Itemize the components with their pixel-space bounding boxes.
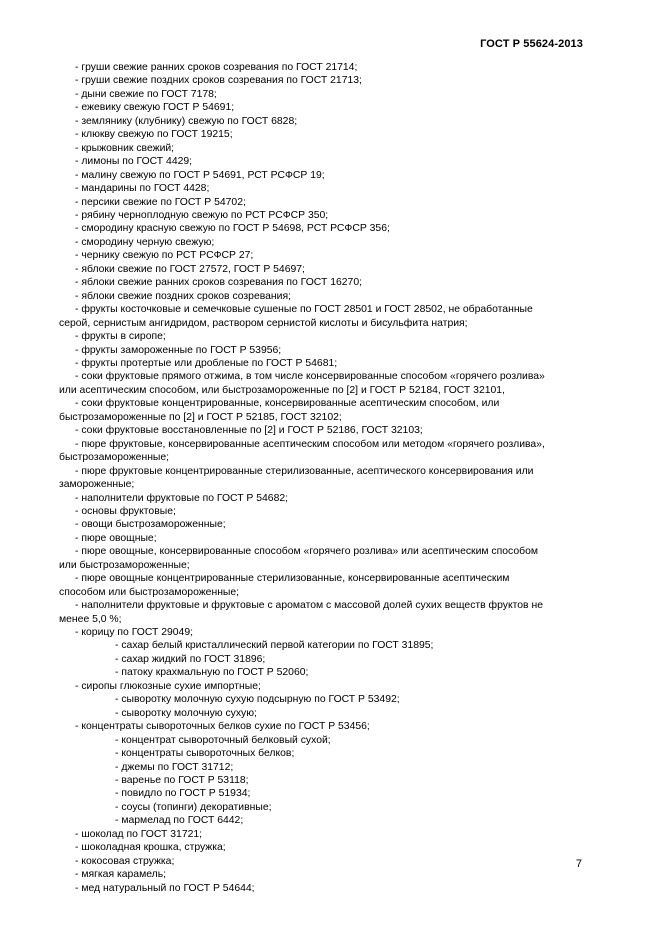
list-line: - мандарины по ГОСТ 4428; xyxy=(75,183,210,195)
list-line: замороженные; xyxy=(59,479,135,491)
list-line: - смородину черную свежую; xyxy=(75,236,215,248)
list-line: - пюре фруктовые концентрированные стерилизованные, асептического консервирования или xyxy=(75,465,534,477)
list-line: - смородину красную свежую по ГОСТ Р 54698, РСТ РСФСР 356; xyxy=(75,223,390,235)
list-line: - пюре фруктовые, консервированные асептическим способом или методом «горячего розлива», xyxy=(75,438,545,450)
list-line: - дыни свежие по ГОСТ 7178; xyxy=(75,88,217,100)
list-line: - сыворотку молочную сухую; xyxy=(115,707,257,719)
list-line: - корицу по ГОСТ 29049; xyxy=(75,627,193,639)
list-line: - фрукты протертые или дробленые по ГОСТ Р 54681; xyxy=(75,357,338,369)
list-line: - джемы по ГОСТ 31712; xyxy=(115,761,234,773)
page-number: 7 xyxy=(575,858,582,870)
list-line: - концентраты сывороточных белков сухие по ГОСТ Р 53456; xyxy=(75,721,370,733)
list-line: быстрозамороженные по [2] и ГОСТ Р 52185, ГОСТ 32102; xyxy=(59,411,342,423)
list-line: или асептическим способом, или быстрозамороженные по [2] и ГОСТ Р 52184, ГОСТ 32101, xyxy=(59,384,505,396)
list-line: - ежевику свежую ГОСТ Р 54691; xyxy=(75,102,235,114)
list-line: - соки фруктовые концентрированные, консервированные асептическим способом, или xyxy=(75,398,500,410)
list-line: - овощи быстрозамороженные; xyxy=(75,519,226,531)
list-line: - кокосовая стружка; xyxy=(75,855,175,867)
list-line: - шоколад по ГОСТ 31721; xyxy=(75,828,203,840)
list-line: - крыжовник свежий; xyxy=(75,142,175,154)
list-line: - яблоки свежие по ГОСТ 27572, ГОСТ Р 54697; xyxy=(75,263,305,275)
ingredient-list xyxy=(59,61,583,895)
list-line: - персики свежие по ГОСТ Р 54702; xyxy=(75,196,246,208)
list-line: способом или быстрозамороженные; xyxy=(59,586,240,598)
list-line: - фрукты в сиропе; xyxy=(75,331,166,343)
list-line: - наполнители фруктовые по ГОСТ Р 54682; xyxy=(75,492,289,504)
list-line: - соки фруктовые прямого отжима, в том числе консервированные способом «горячего розлива» xyxy=(75,371,545,383)
list-line: - варенье по ГОСТ Р 53118; xyxy=(115,775,249,787)
list-line: - сахар белый кристаллический первой категории по ГОСТ 31895; xyxy=(115,640,434,652)
list-line: или быстрозамороженные; xyxy=(59,559,190,571)
list-line: - соусы (топинги) декоративные; xyxy=(115,801,272,813)
list-line: - шоколадная крошка, стружка; xyxy=(75,842,226,854)
list-line: - фрукты замороженные по ГОСТ Р 53956; xyxy=(75,344,282,356)
list-line: - патоку крахмальную по ГОСТ Р 52060; xyxy=(115,667,309,679)
list-line: - яблоки свежие ранних сроков созревания по ГОСТ 16270; xyxy=(75,277,362,289)
list-line: - землянику (клубнику) свежую по ГОСТ 6828; xyxy=(75,115,298,127)
list-line: - пюре овощные; xyxy=(75,532,157,544)
list-line: - рябину черноплодную свежую по РСТ РСФСР 350; xyxy=(75,209,329,221)
list-line: - клюкву свежую по ГОСТ 19215; xyxy=(75,129,233,141)
list-line: - сиропы глюкозные сухие импортные; xyxy=(75,680,261,692)
list-line: быстрозамороженные; xyxy=(59,452,170,464)
list-line: - концентраты сывороточных белков; xyxy=(115,748,295,760)
list-line: - лимоны по ГОСТ 4429; xyxy=(75,156,193,168)
list-line: - чернику свежую по РСТ РСФСР 27; xyxy=(75,250,254,262)
list-line: менее 5,0 %; xyxy=(59,613,122,625)
document-id-header: ГОСТ Р 55624-2013 xyxy=(480,38,583,50)
list-line: - соки фруктовые восстановленные по [2] и ГОСТ Р 52186, ГОСТ 32103; xyxy=(75,425,423,437)
list-line: - концентрат сывороточный белковый сухой; xyxy=(115,734,331,746)
list-line: - мед натуральный по ГОСТ Р 54644; xyxy=(75,882,255,894)
list-line: - яблоки свежие поздних сроков созревания; xyxy=(75,290,291,302)
list-line: - наполнители фруктовые и фруктовые с ароматом с массовой долей сухих веществ фруктов не xyxy=(75,600,543,612)
list-line: - фрукты косточковые и семечковые сушеные по ГОСТ 28501 и ГОСТ 28502, не обработанные xyxy=(75,304,533,316)
list-line: - сыворотку молочную сухую подсырную по ГОСТ Р 53492; xyxy=(115,694,400,706)
list-line: - мягкая карамель; xyxy=(75,869,167,881)
list-line: - груши свежие поздних сроков созревания по ГОСТ 21713; xyxy=(75,75,362,87)
list-line: - основы фруктовые; xyxy=(75,505,176,517)
list-line: серой, сернистым ангидридом, раствором сернистой кислоты и бисульфита натрия; xyxy=(59,317,468,329)
list-line: - сахар жидкий по ГОСТ 31896; xyxy=(115,653,266,665)
list-line: - груши свежие ранних сроков созревания по ГОСТ 21714; xyxy=(75,62,358,73)
list-line: - пюре овощные, консервированные способом «горячего розлива» или асептическим способом xyxy=(75,546,539,558)
list-line: - пюре овощные концентрированные стерилизованные, консервированные асептическим xyxy=(75,573,510,585)
list-line: - малину свежую по ГОСТ Р 54691, РСТ РСФСР 19; xyxy=(75,169,325,181)
list-line: - мармелад по ГОСТ 6442; xyxy=(115,815,244,827)
list-line: - повидло по ГОСТ Р 51934; xyxy=(115,788,251,800)
